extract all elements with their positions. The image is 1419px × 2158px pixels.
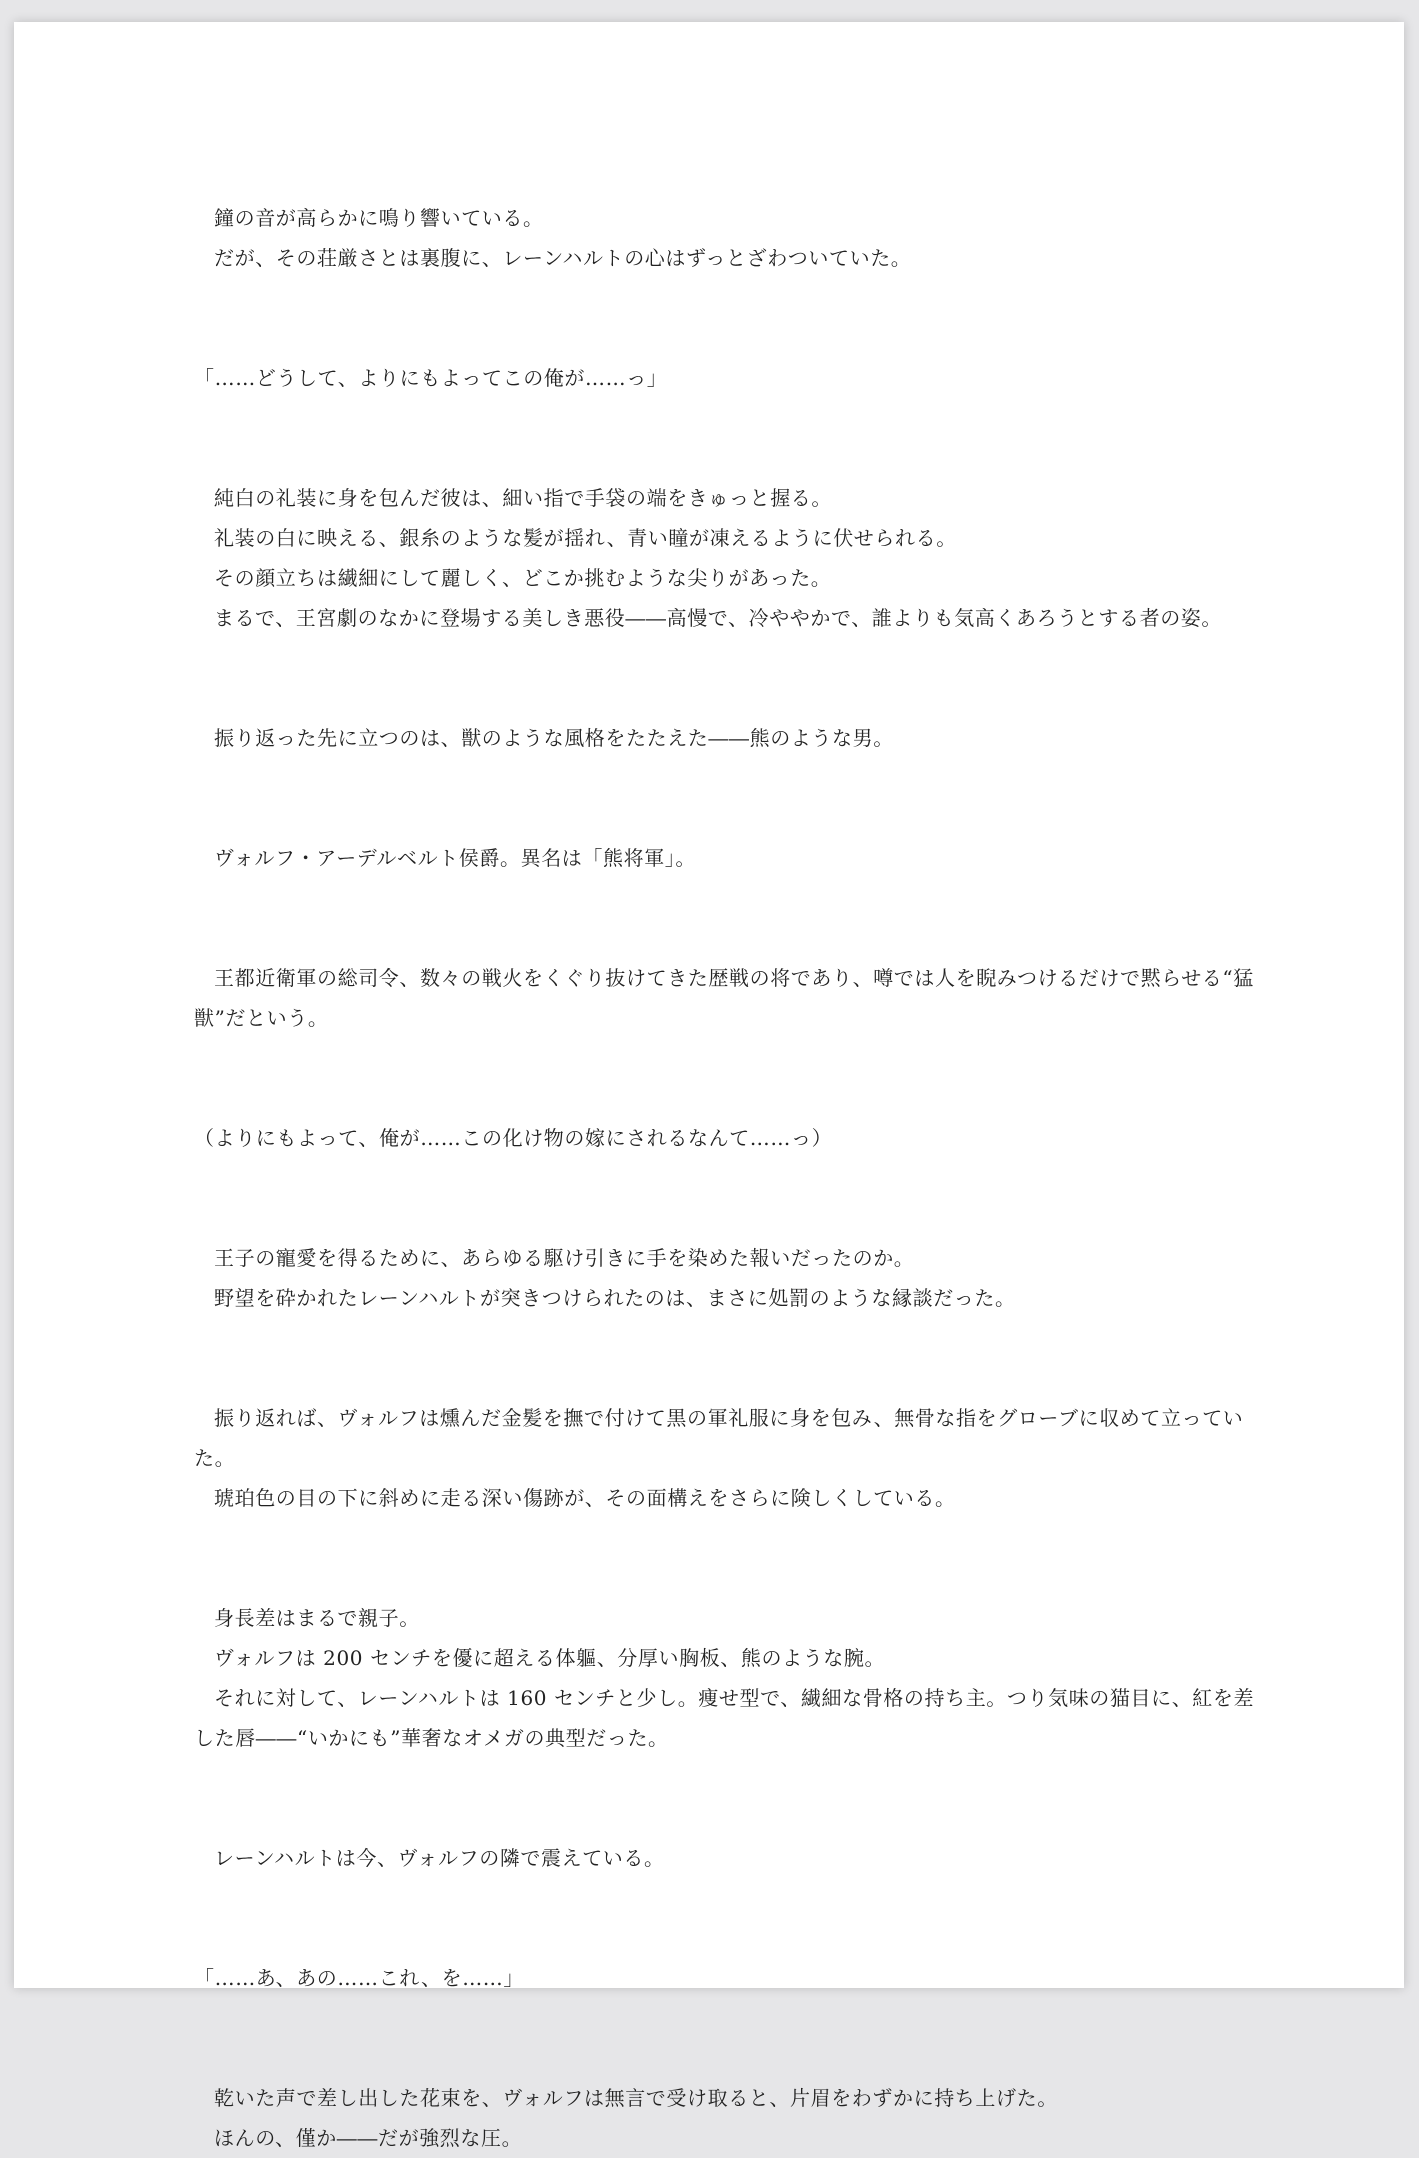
blank-line — [194, 1338, 1269, 1378]
blank-line — [194, 778, 1269, 818]
dialogue-line: 「……どうして、よりにもよってこの俺が……っ」 — [194, 366, 668, 390]
paragraph: ほんの、僅か――だが強烈な圧。 — [214, 2126, 523, 2150]
paragraph: 純白の礼装に身を包んだ彼は、細い指で手袋の端をきゅっと握る。 — [214, 486, 832, 510]
paragraph: それに対して、レーンハルトは 160 センチと少し。痩せ型で、繊細な骨格の持ち主。つり気味の猫目に、紅を差した唇――“いかにも”華奢なオメガの典型だった。 — [194, 1686, 1255, 1750]
paragraph: 王都近衛軍の総司令、数々の戦火をくぐり抜けてきた歴戦の将であり、噂では人を睨みつけるだけで黙らせる“猛獣”だという。 — [194, 966, 1254, 1030]
paragraph: 乾いた声で差し出した花束を、ヴォルフは無言で受け取ると、片眉をわずかに持ち上げた。 — [214, 2086, 1058, 2110]
document-body — [194, 198, 1269, 2158]
paragraph: 鐘の音が高らかに鳴り響いている。 — [214, 206, 544, 230]
paragraph: 振り返った先に立つのは、獣のような風格をたたえた――熊のような男。 — [214, 726, 894, 750]
blank-line — [194, 418, 1269, 458]
blank-line — [194, 1178, 1269, 1218]
paragraph: 王子の寵愛を得るために、あらゆる駆け引きに手を染めた報いだったのか。 — [214, 1246, 915, 1270]
paragraph: 礼装の白に映える、銀糸のような髪が揺れ、青い瞳が凍えるように伏せられる。 — [214, 526, 957, 550]
paragraph: ヴォルフ・アーデルベルト侯爵。異名は「熊将軍」。 — [214, 846, 696, 870]
document-page — [14, 22, 1404, 2150]
paragraph: その顔立ちは繊細にして麗しく、どこか挑むような尖りがあった。 — [214, 566, 832, 590]
dialogue-line: （よりにもよって、俺が……この化け物の嫁にされるなんて……っ） — [194, 1126, 833, 1150]
paragraph: 身長差はまるで親子。 — [214, 1606, 420, 1630]
paragraph: 野望を砕かれたレーンハルトが突きつけられたのは、まさに処罰のような縁談だった。 — [214, 1286, 1016, 1310]
paragraph: まるで、王宮劇のなかに登場する美しき悪役――高慢で、冷ややかで、誰よりも気高くあろうとする者の姿。 — [214, 606, 1222, 630]
blank-line — [194, 1058, 1269, 1098]
blank-line — [194, 1778, 1269, 1818]
paragraph: 琥珀色の目の下に斜めに走る深い傷跡が、その面構えをさらに険しくしている。 — [214, 1486, 956, 1510]
paragraph: ヴォルフは 200 センチを優に超える体軀、分厚い胸板、熊のような腕。 — [214, 1646, 886, 1670]
blank-line — [194, 1538, 1269, 1578]
paragraph: レーンハルトは今、ヴォルフの隣で震えている。 — [214, 1846, 665, 1870]
blank-line — [194, 2018, 1269, 2058]
paragraph: 振り返れば、ヴォルフは燻んだ金髪を撫で付けて黒の軍礼服に身を包み、無骨な指をグローブに収めて立っていた。 — [194, 1406, 1244, 1470]
blank-line — [194, 658, 1269, 698]
dialogue-line: 「……あ、あの……これ、を……」 — [194, 1966, 524, 1990]
blank-line — [194, 898, 1269, 938]
blank-line — [194, 1898, 1269, 1938]
paragraph: だが、その荘厳さとは裏腹に、レーンハルトの心はずっとざわついていた。 — [214, 246, 912, 270]
blank-line — [194, 298, 1269, 338]
